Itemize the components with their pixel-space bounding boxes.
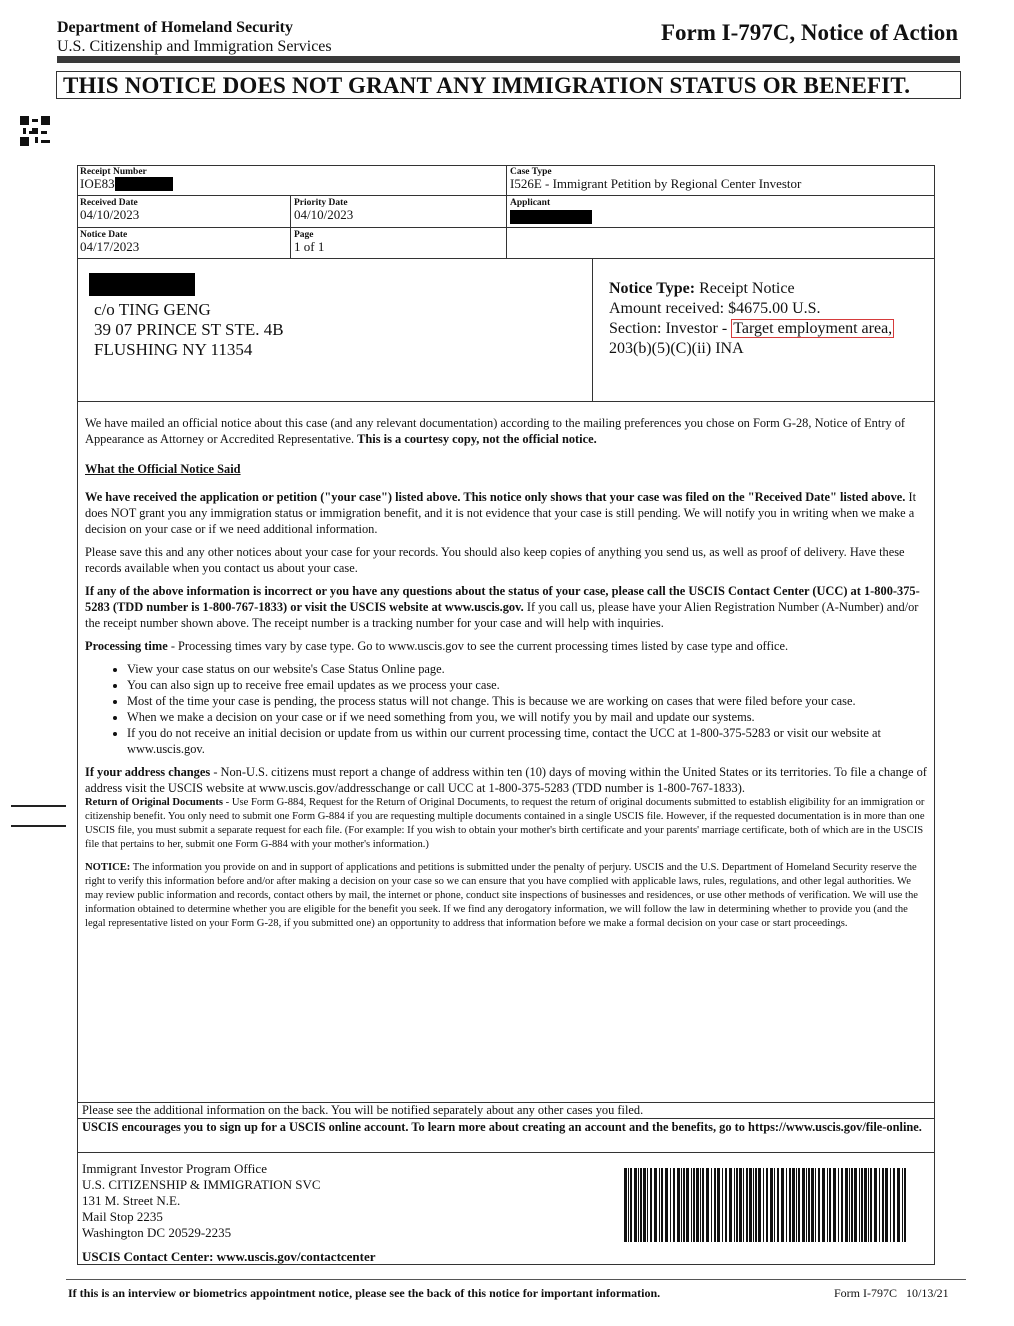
footer-rule <box>66 1279 966 1280</box>
receipt-number-cell <box>77 165 507 196</box>
address-line: FLUSHING NY 11354 <box>94 340 253 359</box>
office-line: Mail Stop 2235 <box>82 1209 163 1224</box>
section-code: 203(b)(5)(C)(ii) INA <box>609 340 744 357</box>
barcode-bar <box>904 1168 906 1242</box>
paragraph-text: We have mailed an official notice about this case (and any relevant documentation) according to the mailing preferences you chose on Form G-28, Notice of Entry of Appearance as Attorney or Accredited Representative. <box>85 416 906 446</box>
barcode-bar <box>681 1168 682 1242</box>
barcode-bar <box>792 1168 795 1242</box>
barcode-bar <box>647 1168 648 1242</box>
list-item: • Most of the time your case is pending, the process status will not change. This is because we are working on cases that were filed before your case. <box>127 693 927 709</box>
body-paragraph <box>85 638 927 654</box>
barcode-bar <box>777 1168 779 1242</box>
barcode-bar <box>640 1168 642 1242</box>
paragraph-bold: Processing time <box>85 639 168 653</box>
barcode-bar <box>665 1168 668 1242</box>
barcode-bar <box>854 1168 857 1242</box>
barcode-bar <box>634 1168 637 1242</box>
barcode-bar <box>897 1168 900 1242</box>
margin-mark <box>11 805 66 807</box>
body-paragraph <box>85 544 927 576</box>
barcode-bar <box>743 1168 744 1242</box>
address-line: c/o TING GENG <box>94 300 211 319</box>
barcode-bar <box>890 1168 891 1242</box>
barcode-bar <box>683 1168 685 1242</box>
notice-date-value: 04/17/2023 <box>80 239 140 254</box>
barcode-bar <box>628 1168 629 1242</box>
barcode-bar <box>722 1168 723 1242</box>
body-paragraph <box>85 861 927 931</box>
barcode-bar <box>868 1168 869 1242</box>
section-highlight: Target employment area, <box>733 320 893 337</box>
qr-code-icon <box>20 116 50 146</box>
barcode-bar <box>849 1168 850 1242</box>
applicant-label: Applicant <box>510 198 551 208</box>
barcode-bar <box>861 1168 863 1242</box>
barcode-bar <box>808 1168 810 1242</box>
status-banner: THIS NOTICE DOES NOT GRANT ANY IMMIGRATION STATUS OR BENEFIT. <box>56 71 961 99</box>
notice-info <box>609 279 929 359</box>
office-line: 131 M. Street N.E. <box>82 1193 181 1208</box>
body-paragraph <box>85 415 927 447</box>
barcode-bar <box>696 1168 699 1242</box>
paragraph-bold: NOTICE: <box>85 862 131 873</box>
paragraph-text: - Use Form G-884, Request for the Return of Original Documents, to request the return of original documents submitted to establish eligibility for an immigration or citizenship benefit. You only need to submit one Form G-884 if you are requesting multiple documents contained in a single USCIS file. However, if the requested documentation is in more than one USCIS file, you must submit a separate request for each file. (For example: If you wish to obtain your mother's birth certificate and your parents' marriage certificate, both of which are in the USCIS file that pertains to her, submit one Form G-884 with your mother's information.) <box>85 797 925 850</box>
barcode-bar <box>902 1168 903 1242</box>
barcode-bar <box>736 1168 738 1242</box>
form-title: Form I-797C, Notice of Action <box>660 20 958 45</box>
redaction-box <box>115 177 173 191</box>
section-prefix: Section: Investor - <box>609 320 732 337</box>
office-line: Immigrant Investor Program Office <box>82 1161 267 1176</box>
barcode-bar <box>874 1168 877 1242</box>
notice-date-label: Notice Date <box>80 230 128 240</box>
barcode-bar <box>654 1168 657 1242</box>
barcode-bar <box>691 1168 692 1242</box>
amount-received: Amount received: $4675.00 U.S. <box>609 300 821 317</box>
barcode-bar <box>670 1168 671 1242</box>
redaction-box <box>510 210 592 224</box>
barcode-bar <box>798 1168 800 1242</box>
barcode-bar <box>661 1168 663 1242</box>
contact-center: USCIS Contact Center: www.uscis.gov/contactcenter <box>82 1249 376 1264</box>
barcode-bar <box>734 1168 735 1242</box>
page-label: Page <box>294 230 314 240</box>
section-heading <box>85 461 927 477</box>
received-date-label: Received Date <box>80 198 138 208</box>
barcode-bar <box>630 1168 632 1242</box>
barcode-bar <box>739 1168 742 1242</box>
barcode-bar <box>706 1168 709 1242</box>
paragraph-bold: Return of Original Documents <box>85 797 224 808</box>
barcode-bar <box>818 1168 820 1242</box>
barcode-bar <box>711 1168 712 1242</box>
case-type-cell <box>507 165 935 196</box>
list-item: • If you do not receive an initial decision or update from us within our current processing time, contact the UCC at 1-800-375-5283 or visit our website at www.uscis.gov. <box>127 725 927 757</box>
body-paragraph <box>85 489 927 537</box>
paragraph-text: - Non-U.S. citizens must report a change of address within ten (10) days of moving within the United States or its territories. To file a change of address visit the USCIS website at www.uscis.gov/addresschange or call UCC at 1-800-375-5283 (TDD number is 1-800-767-1833). <box>85 765 927 795</box>
barcode-bar <box>624 1168 627 1242</box>
barcode-bar <box>806 1168 807 1242</box>
barcode-bar <box>725 1168 727 1242</box>
barcode-bar <box>870 1168 872 1242</box>
heading-text: What the Official Notice Said <box>85 462 241 476</box>
barcode-bar <box>864 1168 867 1242</box>
redaction-box <box>89 273 195 296</box>
list-item: • View your case status on our website's Case Status Online page. <box>127 661 927 677</box>
barcode-bar <box>643 1168 646 1242</box>
received-date-cell <box>77 196 291 228</box>
barcode-bar <box>882 1168 884 1242</box>
barcode-bar <box>753 1168 754 1242</box>
additional-info: Please see the additional information on the back. You will be notified separately about any other cases you filed. <box>82 1103 644 1117</box>
barcode-bar <box>686 1168 689 1242</box>
barcode-bar <box>770 1168 773 1242</box>
barcode-bar <box>786 1168 787 1242</box>
received-date-value: 04/10/2023 <box>80 207 140 222</box>
barcode-bar <box>763 1168 764 1242</box>
page-cell <box>291 228 507 259</box>
barcode-bar <box>714 1168 716 1242</box>
barcode-bar <box>841 1168 843 1242</box>
body-paragraph <box>85 583 927 631</box>
barcode-bar <box>755 1168 757 1242</box>
agency-subname: U.S. Citizenship and Immigration Services <box>57 38 332 55</box>
form-revision: Form I-797C 10/13/21 <box>834 1286 949 1300</box>
body-paragraph <box>85 764 927 796</box>
barcode-bar <box>693 1168 695 1242</box>
online-account-note: USCIS encourages you to sign up for a USCIS online account. To learn more about creating an account and the benefits, go to https://www.uscis.gov/file-online. <box>82 1120 922 1134</box>
barcode-bar <box>851 1168 853 1242</box>
barcode-bar <box>650 1168 652 1242</box>
margin-mark <box>11 825 66 827</box>
notice-date-cell <box>77 228 291 259</box>
mailing-address <box>94 300 284 360</box>
barcode-bar <box>796 1168 797 1242</box>
barcode-bar <box>781 1168 784 1242</box>
priority-date-label: Priority Date <box>294 198 348 208</box>
barcode-bar <box>700 1168 701 1242</box>
applicant-cell <box>507 196 935 228</box>
receipt-number-label: Receipt Number <box>80 167 147 177</box>
footer-note: If this is an interview or biometrics appointment notice, please see the back of this notice for important information. <box>68 1286 661 1300</box>
barcode-bar <box>789 1168 791 1242</box>
agency-name: Department of Homeland Security <box>57 19 293 36</box>
barcode-bar <box>845 1168 848 1242</box>
barcode-bar <box>717 1168 720 1242</box>
empty-cell <box>507 228 935 259</box>
paragraph-text: It does NOT grant you any immigration status or immigration benefit, and it is not evidence that your case is still pending. We will notify you in writing when we make a decision on your case or if we need additional information. <box>85 490 917 536</box>
paragraph-text: The information you provide on and in support of applications and petitions is submitted under the penalty of perjury. USCIS and the U.S. Department of Homeland Security reserve the right to verify this information before and/or after making a decision on your case so we can ensure that you have complied with applicable laws, rules, regulations, and other legal authorities. We may review public information and records, contact others by mail, the internet or phone, conduct site inspections of businesses and residences, or use other methods of verification. We will use the information obtained to determine whether you are eligible for the benefit you seek. If we find any derogatory information, we will follow the law in determining whether to provide you (and the legal representative listed on your Form G-28, if you submitted one) an opportunity to address that information before we make a formal decision on your case or start proceedings. <box>85 862 918 929</box>
barcode-bar <box>838 1168 839 1242</box>
barcode-bar <box>729 1168 732 1242</box>
barcode-bar <box>893 1168 895 1242</box>
barcode-bar <box>774 1168 775 1242</box>
barcode-bar <box>833 1168 836 1242</box>
barcode-bar <box>829 1168 831 1242</box>
notice-type-label: Notice Type: <box>609 280 696 297</box>
receipt-number-value: IOE83 <box>80 176 115 191</box>
case-type-label: Case Type <box>510 167 552 177</box>
case-type-value: I526E - Immigrant Petition by Regional Center Investor <box>510 176 802 191</box>
priority-date-value: 04/10/2023 <box>294 207 354 222</box>
barcode-bar <box>885 1168 888 1242</box>
list-item: • You can also sign up to receive free email updates as we process your case. <box>127 677 927 693</box>
barcode-bar <box>677 1168 680 1242</box>
paragraph-bold: If your address changes <box>85 765 211 779</box>
paragraph-text: If you call us, please have your Alien Registration Number (A-Number) and/or the receipt number shown above. The receipt number is a tracking number for your case and will help with inquiries. <box>85 600 919 630</box>
paragraph-bold: If any of the above information is incorrect or you have any questions about the status of your case, please call the USCIS Contact Center (UCC) at 1-800-375-5283 (TDD number is 1-800-767-1833) or visit the USCIS website at www.uscis.gov. <box>85 584 920 614</box>
barcode-bar <box>673 1168 675 1242</box>
barcode-bar <box>879 1168 880 1242</box>
notice-type-value: Receipt Notice <box>699 280 795 297</box>
barcode-bar <box>702 1168 704 1242</box>
barcode-bar <box>815 1168 816 1242</box>
office-line: U.S. CITIZENSHIP & IMMIGRATION SVC <box>82 1177 321 1192</box>
office-line: Washington DC 20529-2235 <box>82 1225 232 1240</box>
barcode-bar <box>822 1168 825 1242</box>
divider <box>77 1152 935 1153</box>
barcode-icon <box>624 1168 906 1242</box>
bullet-list <box>85 661 927 757</box>
page-value: 1 of 1 <box>294 239 325 254</box>
barcode-bar <box>659 1168 660 1242</box>
barcode-bar <box>766 1168 768 1242</box>
barcode-bar <box>859 1168 860 1242</box>
barcode-bar <box>811 1168 814 1242</box>
paragraph-text: - Processing times vary by case type. Go to www.uscis.gov to see the current processing times listed by case type and office. <box>170 639 789 653</box>
barcode-bar <box>827 1168 828 1242</box>
header-rule <box>57 56 960 63</box>
paragraph-bold: We have received the application or petition ("your case") listed above. This notice only shows that your case was filed on the "Received Date" listed above. <box>85 490 906 504</box>
paragraph-bold: This is a courtesy copy, not the official notice. <box>357 432 597 446</box>
body-paragraph <box>85 796 927 852</box>
barcode-bar <box>749 1168 752 1242</box>
agency-block <box>57 18 332 56</box>
barcode-bar <box>746 1168 748 1242</box>
address-line: 39 07 PRINCE ST STE. 4B <box>94 320 284 339</box>
barcode-bar <box>802 1168 805 1242</box>
priority-date-cell <box>291 196 507 228</box>
barcode-bar <box>758 1168 761 1242</box>
office-address <box>82 1161 321 1241</box>
notice-body <box>85 415 927 938</box>
list-item: • When we make a decision on your case or if we need something from you, we will notify you by mail and update our systems. <box>127 709 927 725</box>
barcode-bar <box>638 1168 639 1242</box>
paragraph-text: Please save this and any other notices about your case for your records. You should also keep copies of anything you send us, as well as proof of delivery. Have these records available when you contact us about your case. <box>85 545 905 575</box>
